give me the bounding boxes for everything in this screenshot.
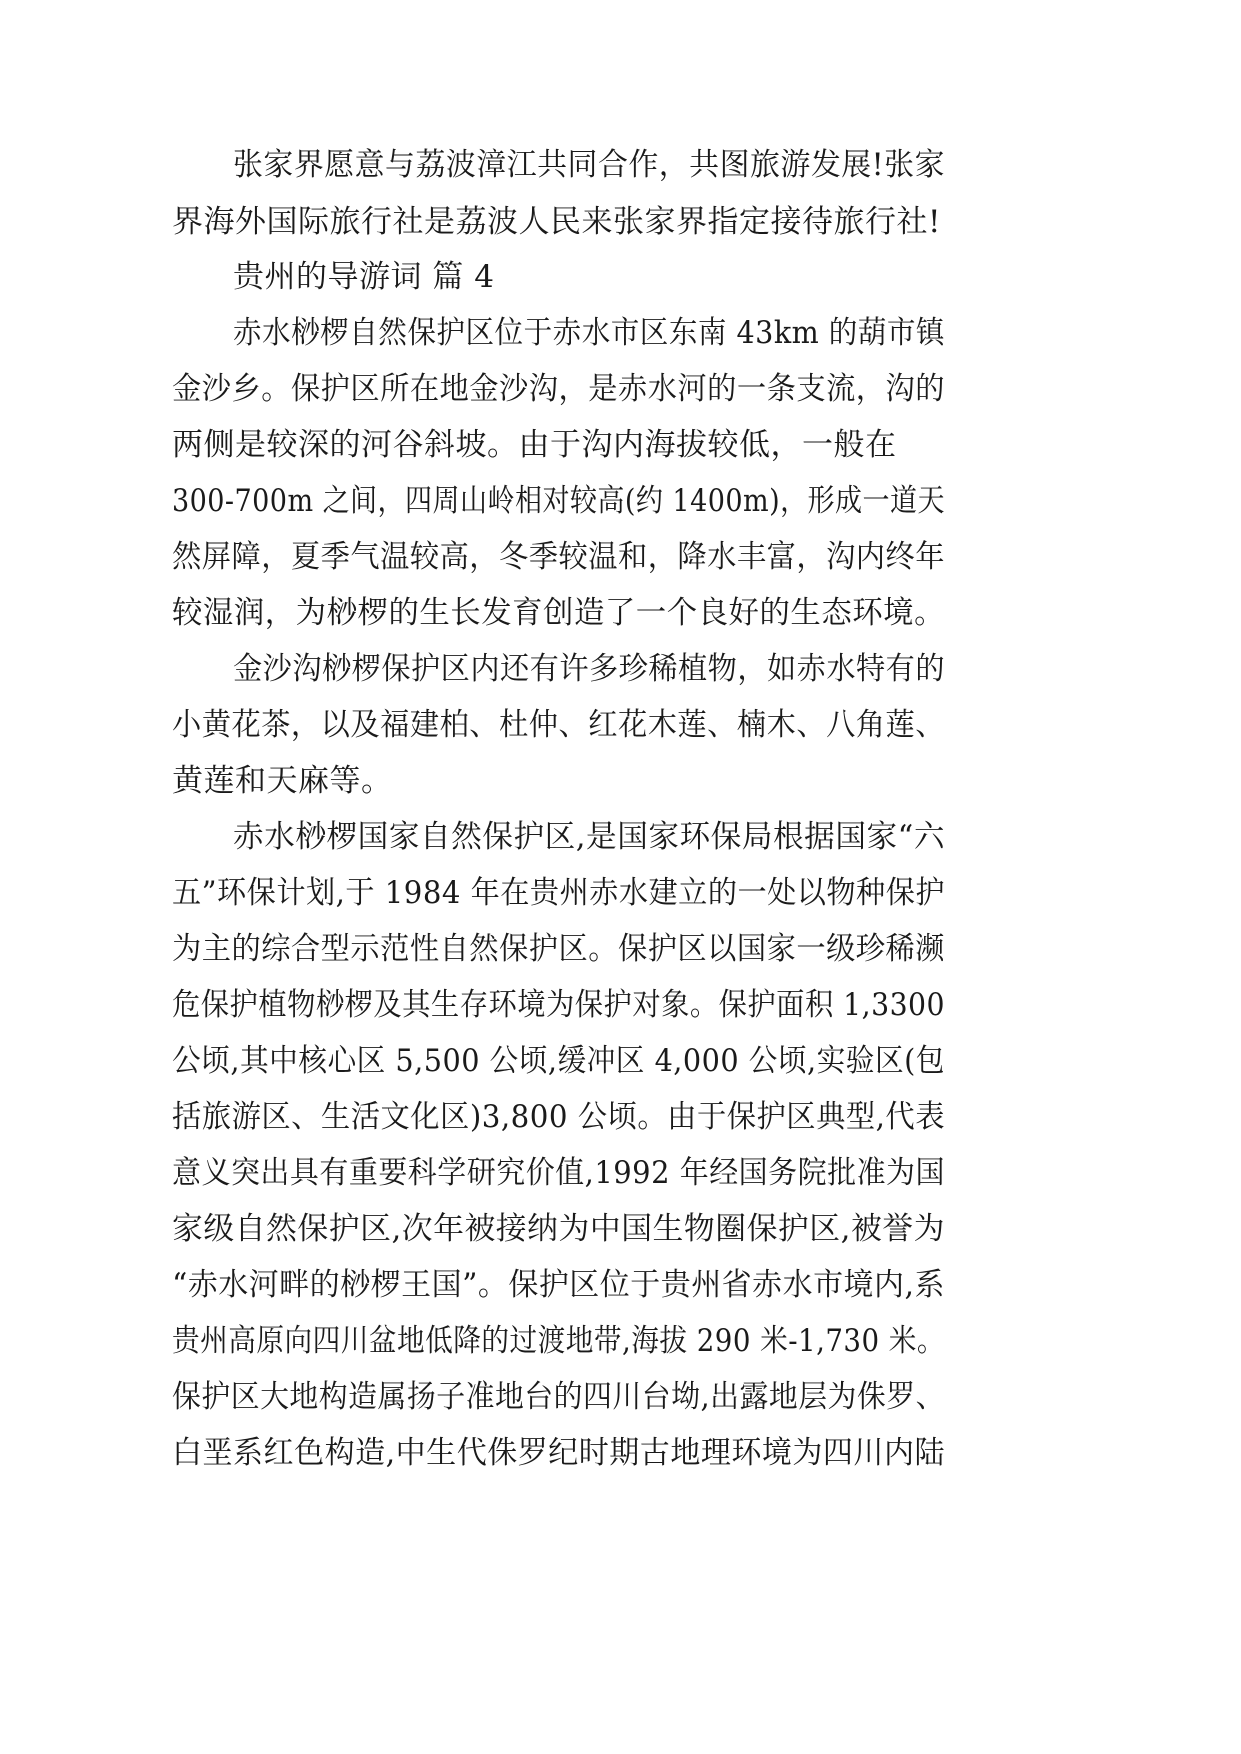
paragraph-line bbox=[0, 593, 1241, 633]
paragraph-line bbox=[0, 481, 1241, 521]
line-text: 较湿润，为桫椤的生长发育创造了一个良好的生态环境。 bbox=[172, 595, 945, 631]
paragraph-line bbox=[0, 1321, 1241, 1361]
line-text: 赤水桫椤国家自然保护区,是国家环保局根据国家“六 bbox=[233, 819, 945, 855]
paragraph-line bbox=[0, 705, 1241, 745]
paragraph-line bbox=[0, 369, 1241, 409]
line-text: 危保护植物桫椤及其生存环境为保护对象。保护面积 1,3300 bbox=[172, 987, 945, 1023]
line-text: 括旅游区、生活文化区)3,800 公顷。由于保护区典型,代表 bbox=[172, 1099, 945, 1135]
paragraph-line bbox=[0, 1377, 1241, 1417]
paragraph-line bbox=[0, 313, 1241, 353]
line-text: 白垩系红色构造,中生代侏罗纪时期古地理环境为四川内陆 bbox=[172, 1435, 945, 1471]
line-text: 张家界愿意与荔波漳江共同合作，共图旅游发展!张家 bbox=[233, 147, 945, 183]
line-text: 贵州高原向四川盆地低降的过渡地带,海拔 290 米-1,730 米。 bbox=[172, 1323, 945, 1359]
paragraph-line bbox=[0, 145, 1241, 185]
paragraph-line bbox=[0, 202, 1241, 242]
line-text: “赤水河畔的桫椤王国”。保护区位于贵州省赤水市境内,系 bbox=[172, 1267, 945, 1303]
paragraph-line bbox=[0, 1041, 1241, 1081]
heading-text: 贵州的导游词 篇 4 bbox=[233, 259, 495, 295]
line-text: 保护区大地构造属扬子准地台的四川台坳,出露地层为侏罗、 bbox=[172, 1379, 945, 1415]
section-heading bbox=[0, 257, 1241, 297]
paragraph-line bbox=[0, 817, 1241, 857]
line-text: 为主的综合型示范性自然保护区。保护区以国家一级珍稀濒 bbox=[172, 931, 945, 967]
line-text: 界海外国际旅行社是荔波人民来张家界指定接待旅行社! bbox=[172, 204, 941, 240]
line-text: 金沙乡。保护区所在地金沙沟，是赤水河的一条支流，沟的 bbox=[172, 371, 945, 407]
paragraph-line bbox=[0, 1209, 1241, 1249]
line-text: 小黄花茶，以及福建柏、杜仲、红花木莲、楠木、八角莲、 bbox=[172, 707, 945, 743]
paragraph-line bbox=[0, 1433, 1241, 1473]
line-text: 两侧是较深的河谷斜坡。由于沟内海拔较低，一般在 bbox=[172, 427, 897, 463]
line-text: 黄莲和天麻等。 bbox=[172, 763, 393, 799]
paragraph-line bbox=[0, 1153, 1241, 1193]
line-text: 金沙沟桫椤保护区内还有许多珍稀植物，如赤水特有的 bbox=[233, 651, 945, 687]
paragraph-line bbox=[0, 537, 1241, 577]
paragraph-line bbox=[0, 649, 1241, 689]
line-text: 意义突出具有重要科学研究价值,1992 年经国务院批准为国 bbox=[172, 1155, 945, 1191]
line-text: 赤水桫椤自然保护区位于赤水市区东南 43km 的葫市镇 bbox=[233, 315, 945, 351]
paragraph-line bbox=[0, 873, 1241, 913]
paragraph-line bbox=[0, 985, 1241, 1025]
line-text: 五”环保计划,于 1984 年在贵州赤水建立的一处以物种保护 bbox=[172, 875, 945, 911]
paragraph-line bbox=[0, 1097, 1241, 1137]
paragraph-line bbox=[0, 425, 1241, 465]
paragraph-line bbox=[0, 761, 1241, 801]
line-text: 然屏障，夏季气温较高，冬季较温和，降水丰富，沟内终年 bbox=[172, 539, 945, 575]
paragraph-line bbox=[0, 1265, 1241, 1305]
line-text: 家级自然保护区,次年被接纳为中国生物圈保护区,被誉为 bbox=[172, 1211, 945, 1247]
paragraph-line bbox=[0, 929, 1241, 969]
line-text: 公顷,其中核心区 5,500 公顷,缓冲区 4,000 公顷,实验区(包 bbox=[172, 1043, 945, 1079]
line-text: 300-700m 之间，四周山岭相对较高(约 1400m)，形成一道天 bbox=[172, 483, 945, 519]
